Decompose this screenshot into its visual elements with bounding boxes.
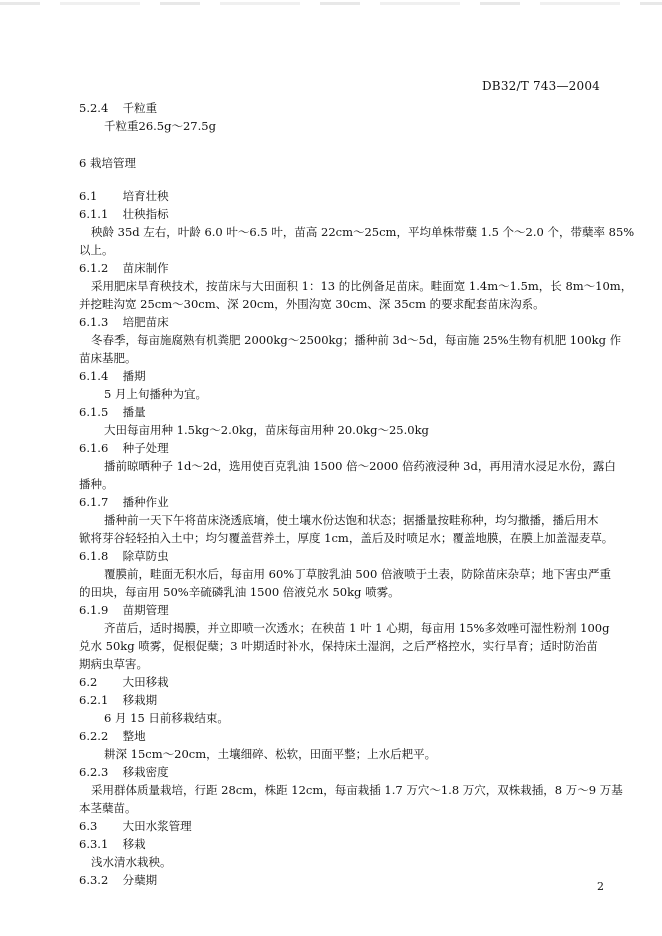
section-number: 6.3 [79, 819, 98, 833]
section-number: 6.1.9 [79, 603, 109, 617]
top-edge-artifact [0, 2, 662, 5]
page-number: 2 [597, 880, 604, 893]
section-number: 6.1.8 [79, 549, 109, 563]
heading-6-1-2 [79, 260, 169, 276]
heading-6-1-7 [79, 494, 169, 510]
paragraph-6-2-3-line-2: 本茎蘖苗。 [79, 801, 137, 815]
section-number: 6.1.6 [79, 441, 109, 455]
section-title: 播种作业 [122, 495, 169, 509]
section-number: 6.1.4 [79, 369, 109, 383]
heading-6-1-8 [79, 548, 169, 564]
heading-6-2-3 [79, 764, 169, 780]
section-title: 除草防虫 [122, 549, 169, 563]
section-title: 大田水浆管理 [122, 819, 192, 833]
paragraph-6-3-1: 浅水清水栽秧。 [91, 855, 172, 869]
heading-6-1 [79, 188, 169, 204]
section-number: 6.1.5 [79, 405, 109, 419]
paragraph-6-1-9-line-1: 齐苗后，适时揭膜，并立即喷一次透水；在秧苗 1 叶 1 心期，每亩用 15%多效唑可湿性粉剂 100g [104, 621, 610, 635]
paragraph-6-1-7-line-1: 播种前一天下午将苗床浇透底墒，使土壤水份达饱和状态；据播量按畦称种，均匀撒播，播后用木 [104, 513, 599, 527]
paragraph-6-1-4: 5 月上旬播种为宜。 [104, 387, 207, 401]
paragraph-6-1-1-line-2: 以上。 [79, 243, 114, 257]
heading-6-3-1 [79, 836, 146, 852]
section-number: 6.2.1 [79, 693, 109, 707]
paragraph-6-2-1: 6 月 15 日前移栽结束。 [104, 711, 229, 725]
section-number: 6.3.2 [79, 873, 109, 887]
heading-6-1-5 [79, 404, 146, 420]
heading-5-2-4 [79, 100, 157, 116]
section-number: 6.2 [79, 675, 98, 689]
section-number: 6.3.1 [79, 837, 109, 851]
heading-6-1-6 [79, 440, 169, 456]
section-number: 6.1.1 [79, 207, 109, 221]
section-title: 分蘖期 [122, 873, 158, 887]
heading-6-1-9 [79, 602, 169, 618]
section-number: 6.1.2 [79, 261, 109, 275]
paragraph-6-1-6-line-1: 播前晾晒种子 1d～2d，选用使百克乳油 1500 倍～2000 倍药液浸种 3d，再用清水浸足水份，露白 [104, 459, 616, 473]
paragraph-6-1-5: 大田每亩用种 1.5kg～2.0kg，苗床每亩用种 20.0kg～25.0kg [104, 423, 429, 437]
heading-6-1-4 [79, 368, 146, 384]
section-title: 培肥苗床 [122, 315, 169, 329]
section-title: 移栽 [122, 837, 146, 851]
paragraph-5-2-4: 千粒重26.5g～27.5g [104, 119, 216, 133]
heading-6-2-2 [79, 728, 146, 744]
section-number: 6.1 [79, 189, 98, 203]
section-number: 6.1.3 [79, 315, 109, 329]
section-title: 壮秧指标 [122, 207, 169, 221]
section-title: 苗期管理 [122, 603, 169, 617]
heading-6-1-3 [79, 314, 169, 330]
paragraph-6-1-7-line-2: 锨将芽谷轻轻拍入土中；均匀覆盖营养土，厚度 1cm，盖后及时喷足水；覆盖地膜，在膜上加盖湿麦草。 [79, 531, 614, 545]
section-title: 移栽期 [122, 693, 158, 707]
paragraph-6-1-2-line-1: 采用肥床旱育秧技术，按苗床与大田面积 1：13 的比例备足苗床。畦面宽 1.4m～1.5m，长 8m～10m， [91, 279, 633, 293]
chapter-heading-6: 6 栽培管理 [79, 156, 136, 170]
section-title: 千粒重 [122, 101, 158, 115]
section-title: 整地 [122, 729, 146, 743]
paragraph-6-1-9-line-2: 兑水 50kg 喷雾，促根促蘖；3 叶期适时补水，保持床土湿润，之后严格控水，实行旱育；适时防治苗 [79, 639, 598, 653]
heading-6-2 [79, 674, 169, 690]
heading-6-2-1 [79, 692, 157, 708]
section-title: 播量 [122, 405, 146, 419]
section-title: 播期 [122, 369, 146, 383]
section-number: 6.2.2 [79, 729, 109, 743]
paragraph-6-1-8-line-1: 覆膜前，畦面无积水后，每亩用 60%丁草胺乳油 500 倍液喷于土表，防除苗床杂草；地下害虫严重 [104, 567, 611, 581]
paragraph-6-1-6-line-2: 播种。 [79, 477, 114, 491]
heading-6-1-1 [79, 206, 169, 222]
paragraph-6-1-3-line-2: 苗床基肥。 [79, 351, 137, 365]
section-title: 大田移栽 [122, 675, 169, 689]
section-number: 6.2.3 [79, 765, 109, 779]
paragraph-6-2-2: 耕深 15cm～20cm，土壤细碎、松软，田面平整；上水后耙平。 [104, 747, 437, 761]
paragraph-6-1-3-line-1: 冬春季，每亩施腐熟有机粪肥 2000kg～2500kg；播种前 3d～5d，每亩施 25%生物有机肥 100kg 作 [91, 333, 622, 347]
section-title: 培育壮秧 [122, 189, 169, 203]
heading-6-3-2 [79, 872, 157, 888]
heading-6-3 [79, 818, 192, 834]
paragraph-6-1-2-line-2: 并挖畦沟宽 25cm～30cm、深 20cm，外围沟宽 30cm、深 35cm 的要求配套苗床沟系。 [79, 297, 545, 311]
standard-code: DB32/T 743—2004 [481, 79, 600, 93]
paragraph-6-1-9-line-3: 期病虫草害。 [79, 657, 148, 671]
paragraph-6-1-8-line-2: 的田块，每亩用 50%辛硫磷乳油 1500 倍液兑水 50kg 喷雾。 [79, 585, 400, 599]
section-number: 6.1.7 [79, 495, 109, 509]
section-title: 苗床制作 [122, 261, 169, 275]
section-title: 移栽密度 [122, 765, 169, 779]
paragraph-6-2-3-line-1: 采用群体质量栽培，行距 28cm，株距 12cm，每亩栽插 1.7 万穴～1.8 万穴，双株栽插，8 万～9 万基 [91, 783, 623, 797]
section-number: 5.2.4 [79, 101, 109, 115]
section-title: 种子处理 [122, 441, 169, 455]
paragraph-6-1-1-line-1: 秧龄 35d 左右，叶龄 6.0 叶～6.5 叶，苗高 22cm～25cm，平均单株带蘖 1.5 个～2.0 个，带蘖率 85% [91, 225, 635, 239]
